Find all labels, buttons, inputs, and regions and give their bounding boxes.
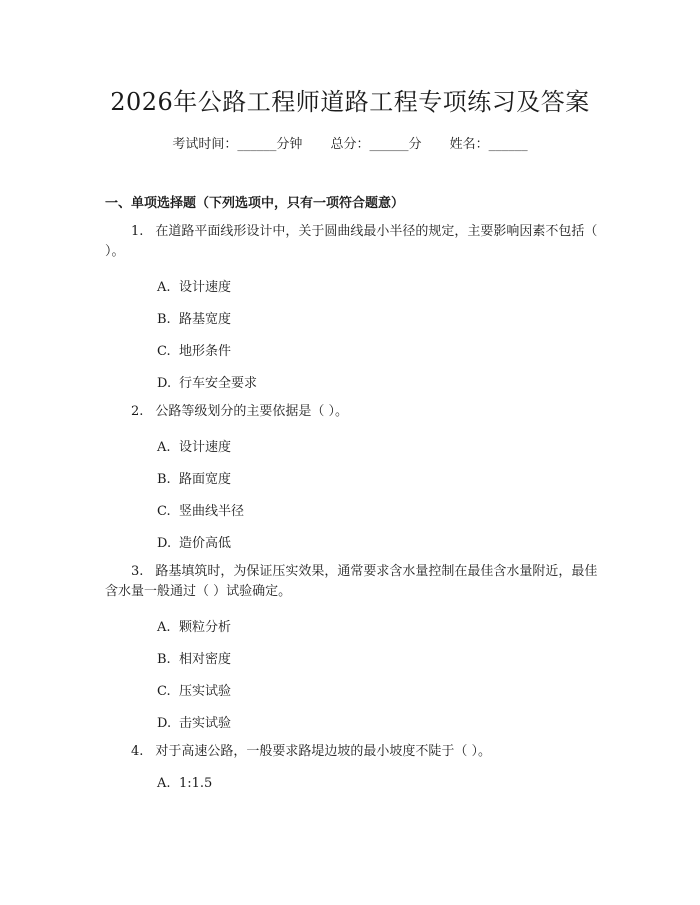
option-letter: D. xyxy=(157,716,172,731)
question-2-option-b xyxy=(157,468,231,487)
question-2-option-a xyxy=(157,436,231,455)
question-4 xyxy=(105,742,605,762)
question-text: 对于高速公路，一般要求路堤边坡的最小坡度不陡于（ ）。 xyxy=(155,744,492,759)
question-2-option-c xyxy=(157,500,244,519)
question-3 xyxy=(105,562,605,602)
option-letter: A. xyxy=(157,280,171,295)
document-title: 2026年公路工程师道路工程专项练习及答案 xyxy=(110,88,590,116)
option-letter: D. xyxy=(157,376,172,391)
option-letter: A. xyxy=(157,620,171,635)
total-score-field: 总分：______分 xyxy=(330,137,422,152)
question-text: 在道路平面线形设计中，关于圆曲线最小半径的规定，主要影响因素不包括（ ）。 xyxy=(105,224,598,259)
question-2 xyxy=(105,402,605,422)
question-number: 1. xyxy=(131,224,144,239)
question-3-option-c xyxy=(157,680,231,699)
option-text: 颗粒分析 xyxy=(179,620,232,635)
name-field: 姓名：______ xyxy=(449,137,528,152)
option-letter: B. xyxy=(157,312,171,327)
question-3-option-d xyxy=(157,712,231,731)
option-text: 压实试验 xyxy=(179,684,232,699)
option-text: 地形条件 xyxy=(179,344,232,359)
option-text: 相对密度 xyxy=(179,652,232,667)
option-text: 竖曲线半径 xyxy=(179,504,245,519)
option-text: 行车安全要求 xyxy=(179,376,258,391)
option-letter: B. xyxy=(157,652,171,667)
option-text: 设计速度 xyxy=(179,280,232,295)
section-heading: 一、单项选择题（下列选项中，只有一项符合题意） xyxy=(105,196,405,211)
question-text: 路基填筑时，为保证压实效果，通常要求含水量控制在最佳含水量附近，最佳含水量一般通过（ ）试验确定。 xyxy=(105,564,598,599)
option-letter: C. xyxy=(157,344,171,359)
option-letter: A. xyxy=(157,776,171,791)
option-text: 击实试验 xyxy=(179,716,232,731)
question-1-option-c xyxy=(157,340,231,359)
option-text: 路基宽度 xyxy=(179,312,232,327)
option-text: 造价高低 xyxy=(179,536,232,551)
question-number: 4. xyxy=(131,744,144,759)
option-letter: C. xyxy=(157,684,171,699)
question-1-option-b xyxy=(157,308,231,327)
question-1 xyxy=(105,222,605,262)
question-number: 2. xyxy=(131,404,144,419)
question-2-option-d xyxy=(157,532,231,551)
option-letter: A. xyxy=(157,440,171,455)
question-number: 3. xyxy=(131,564,144,579)
question-4-option-a xyxy=(157,776,212,791)
question-3-option-b xyxy=(157,648,231,667)
exam-time-field: 考试时间：______分钟 xyxy=(172,137,303,152)
question-3-option-a xyxy=(157,616,231,635)
question-1-option-d xyxy=(157,372,257,391)
exam-meta xyxy=(0,133,700,152)
option-text: 路面宽度 xyxy=(179,472,232,487)
option-text: 设计速度 xyxy=(179,440,232,455)
option-letter: D. xyxy=(157,536,172,551)
option-letter: B. xyxy=(157,472,171,487)
option-letter: C. xyxy=(157,504,171,519)
question-1-option-a xyxy=(157,276,231,295)
question-text: 公路等级划分的主要依据是（ ）。 xyxy=(155,404,349,419)
option-text: 1:1.5 xyxy=(179,776,213,791)
